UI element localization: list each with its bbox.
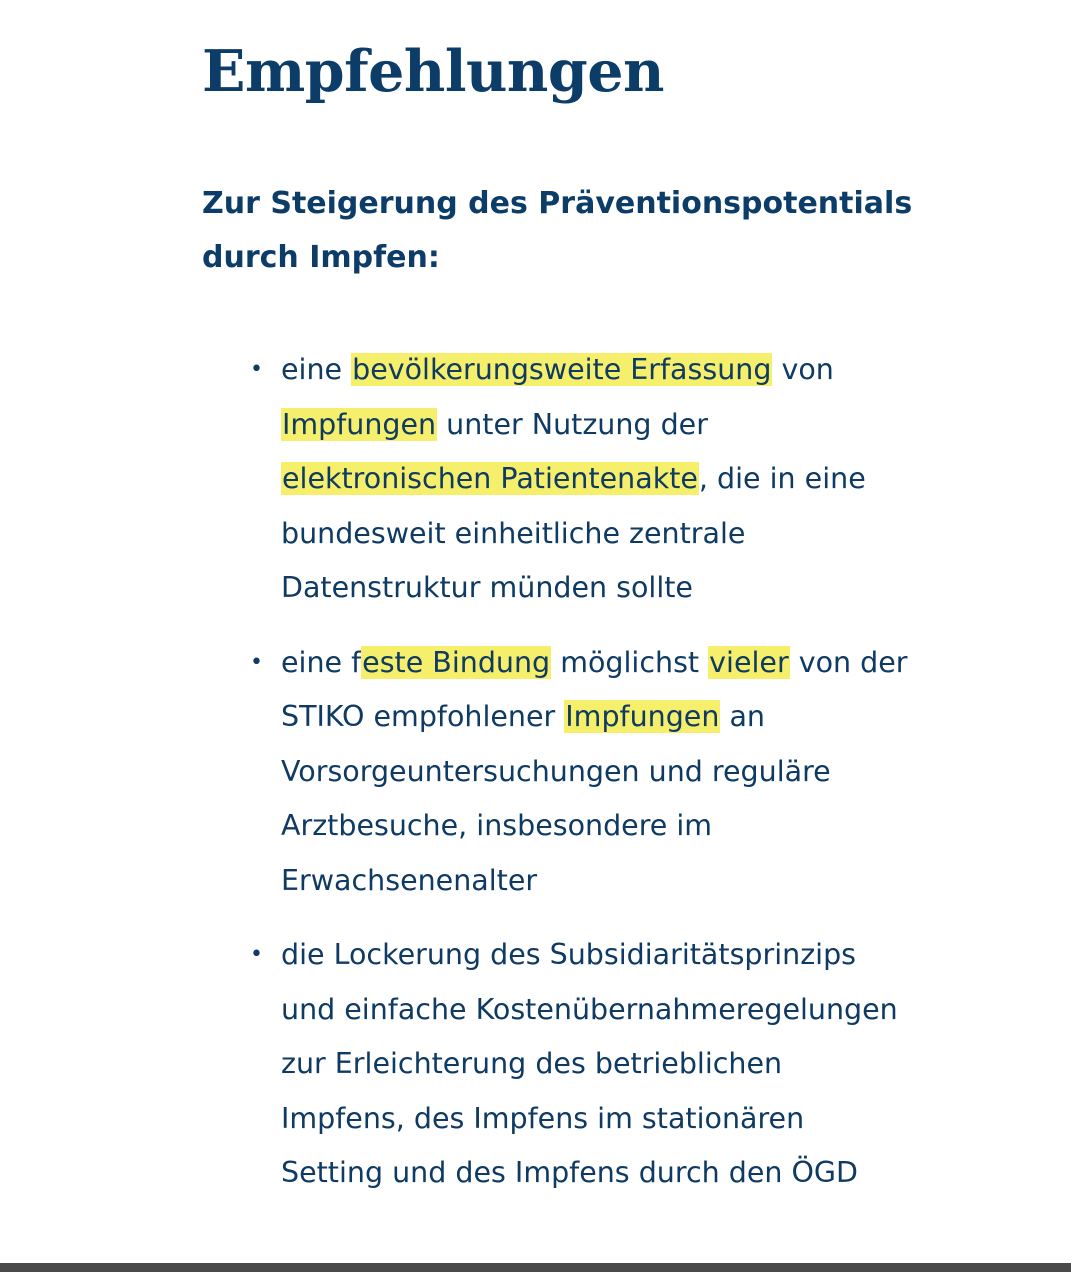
list-item — [248, 636, 958, 909]
item-line — [281, 1092, 958, 1147]
item-line — [281, 452, 958, 507]
item-line — [281, 343, 958, 398]
item-text: Vorsorgeuntersuchungen und reguläre — [281, 754, 831, 788]
item-text: möglichst — [551, 645, 709, 679]
item-text: , die in eine — [698, 462, 866, 495]
highlighted-text: Impfungen — [282, 407, 437, 441]
bullet-icon: • — [250, 357, 263, 382]
item-line — [281, 799, 958, 854]
page-title: Empfehlungen — [202, 38, 664, 105]
item-line — [281, 854, 958, 909]
item-text: zur Erleichterung des betrieblichen — [281, 1047, 783, 1080]
item-text: unter Nutzung der — [437, 407, 708, 441]
item-text: die Lockerung des Subsidiaritätsprinzips — [281, 938, 857, 971]
item-line — [281, 983, 958, 1038]
list-item — [248, 343, 958, 616]
item-text: STIKO empfohlener — [281, 700, 565, 733]
item-line — [281, 690, 958, 745]
highlighted-text: este Bindung — [362, 645, 551, 679]
subtitle-line: durch Impfen: — [202, 240, 440, 275]
highlighted-text: Impfungen — [565, 700, 720, 733]
highlighted-text: vieler — [709, 645, 789, 679]
item-text: eine — [281, 353, 352, 386]
item-line — [281, 1037, 958, 1092]
item-text: Setting und des Impfens durch den ÖGD — [281, 1156, 858, 1189]
subtitle-line: Zur Steigerung des Präventionspotentials — [202, 186, 913, 221]
item-text: von der — [789, 645, 908, 679]
item-line — [281, 745, 958, 800]
item-text: an — [720, 700, 765, 733]
item-line — [281, 636, 958, 691]
highlighted-text: bevölkerungsweite Erfassung — [352, 353, 772, 386]
section-subtitle — [202, 177, 913, 285]
item-text: Datenstruktur münden sollte — [281, 571, 693, 604]
bottom-bar — [0, 1263, 1071, 1272]
item-line — [281, 507, 958, 562]
recommendation-list — [248, 343, 958, 1201]
item-line — [281, 398, 958, 453]
item-text: Impfens, des Impfens im stationären — [281, 1101, 805, 1135]
item-text: Erwachsenenalter — [281, 863, 538, 897]
highlighted-text: elektronischen Patientenakte — [282, 462, 698, 495]
item-line — [281, 561, 958, 616]
item-text: Arztbesuche, insbesondere im — [281, 809, 713, 842]
list-item — [248, 928, 958, 1201]
bullet-icon: • — [250, 649, 263, 675]
item-text: eine f — [281, 645, 362, 679]
item-line — [281, 928, 958, 983]
item-text: bundesweit einheitliche zentrale — [281, 516, 746, 550]
item-line — [281, 1146, 958, 1201]
bullet-icon: • — [250, 942, 263, 967]
item-text: von — [772, 353, 834, 386]
item-text: und einfache Kostenübernahmeregelungen — [281, 992, 898, 1026]
